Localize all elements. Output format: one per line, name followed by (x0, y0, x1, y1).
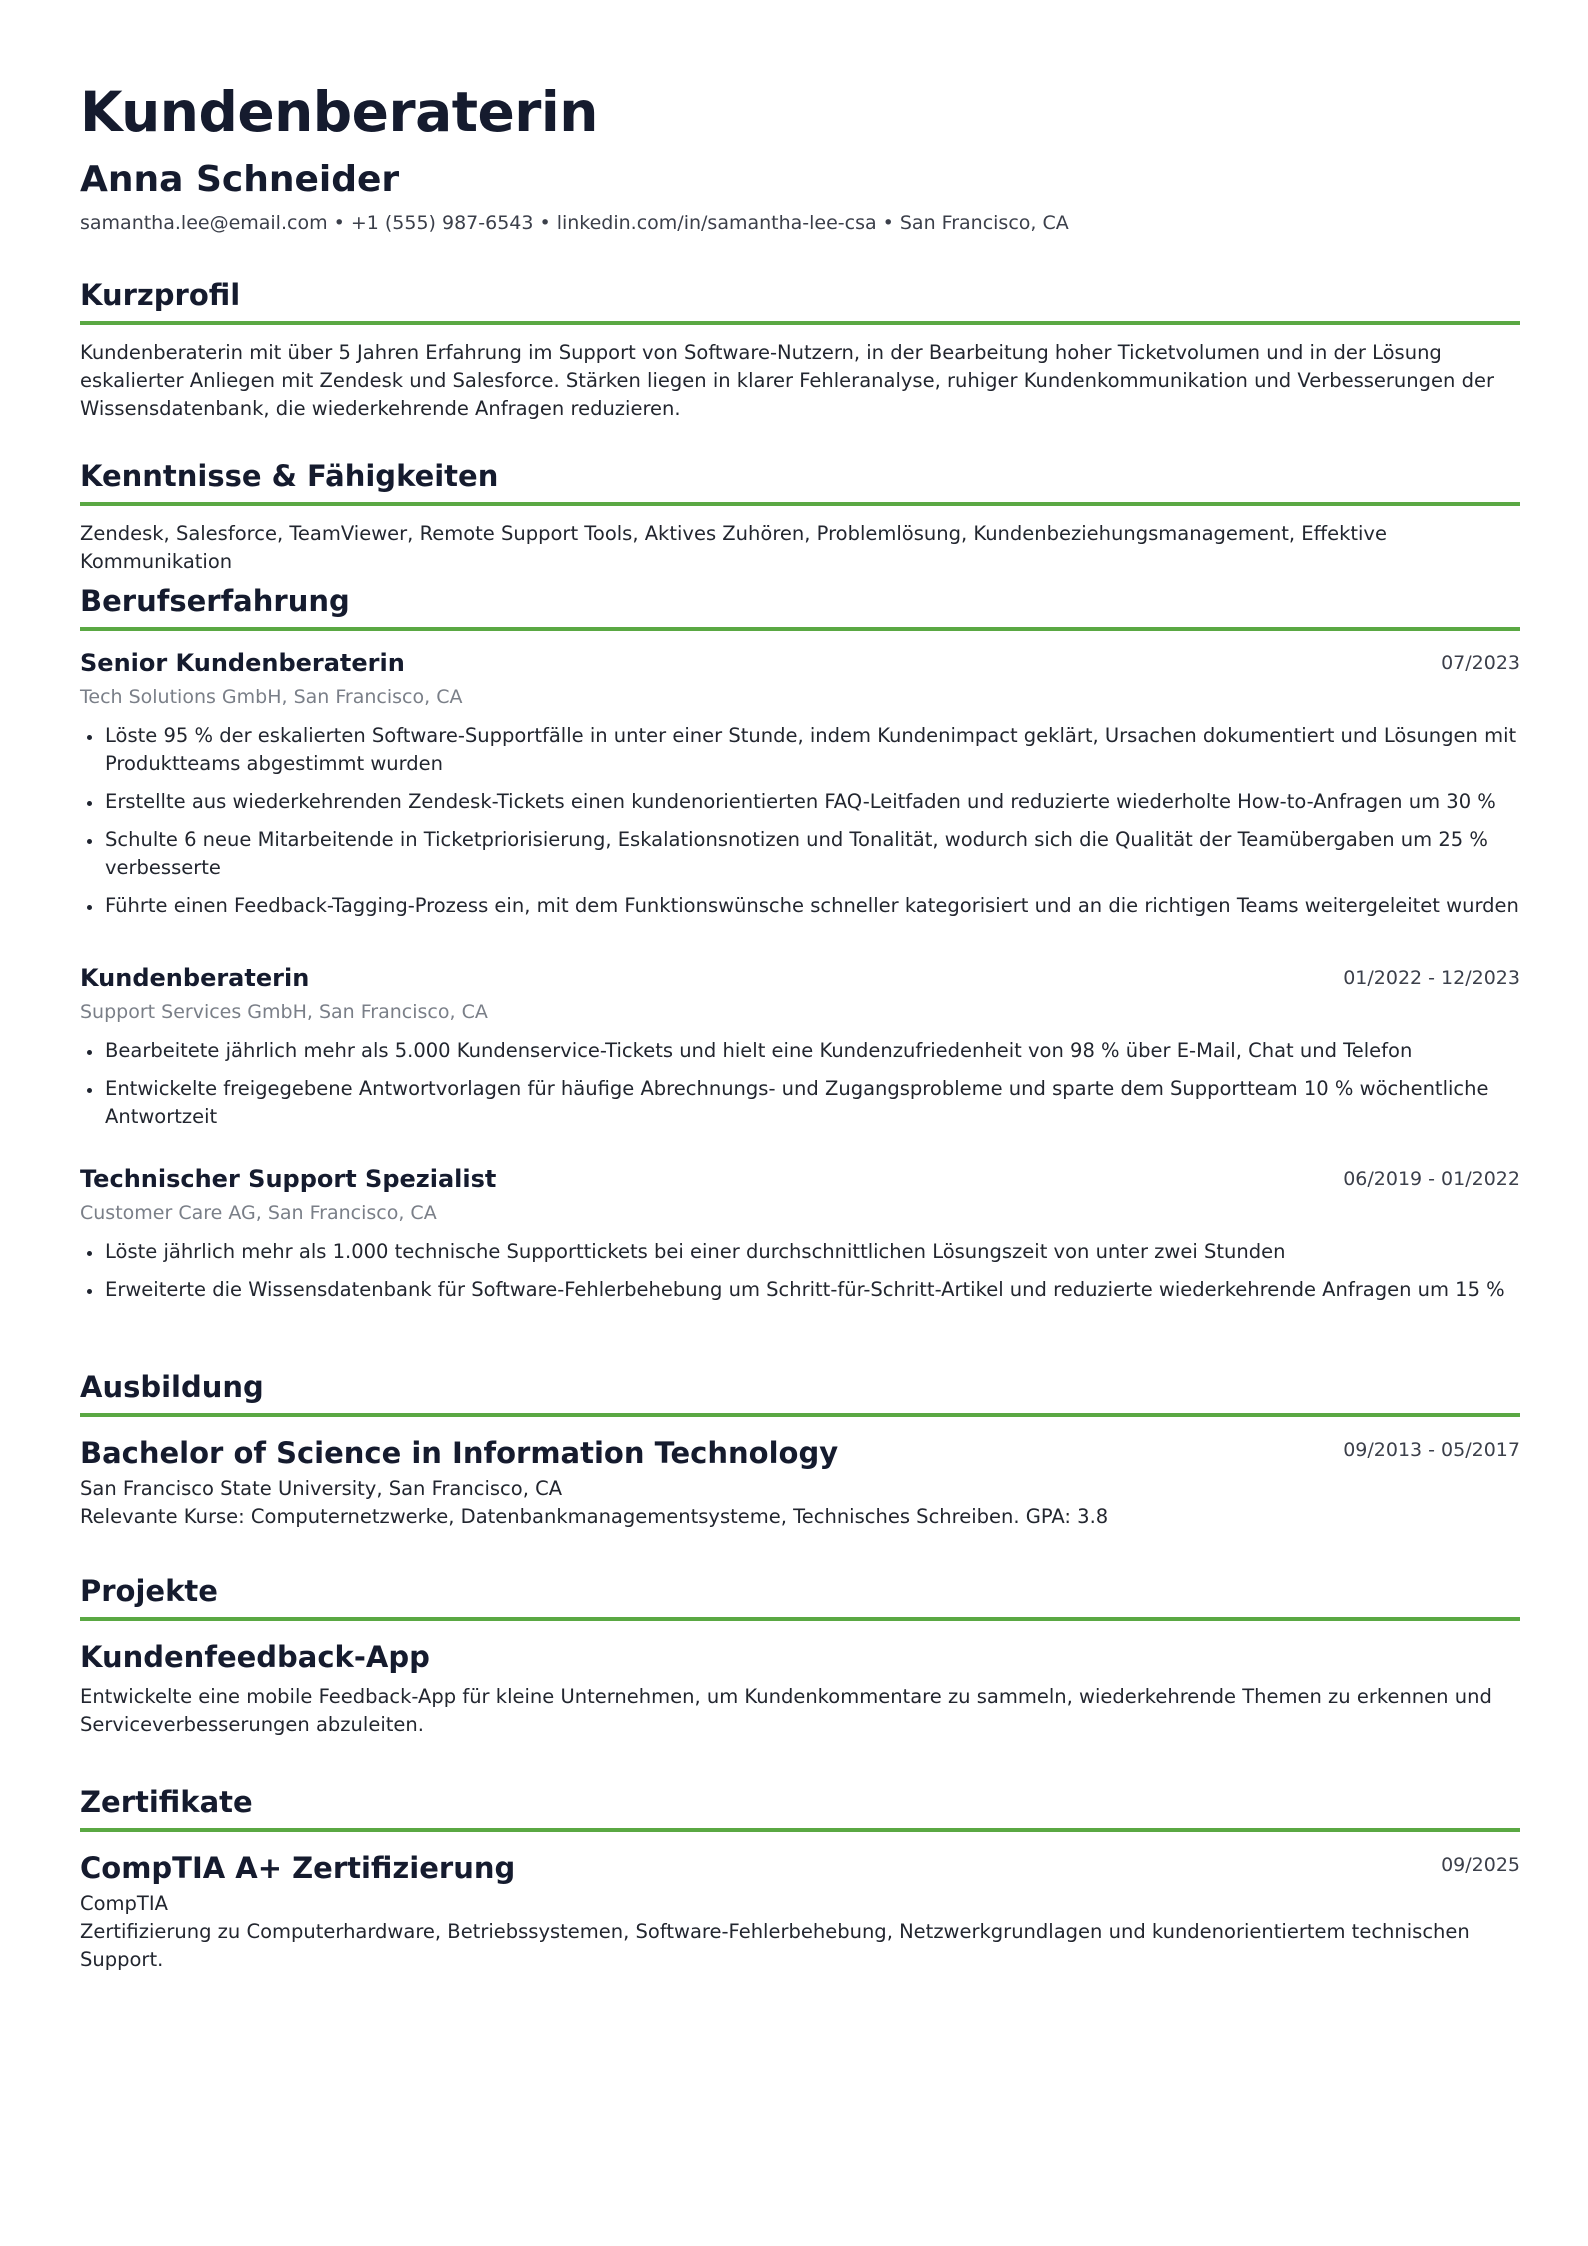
contact-separator: • (333, 212, 345, 234)
certificate-entry (80, 1850, 1520, 1974)
contact-separator: • (539, 212, 551, 234)
certificate-date: 09/2025 (1441, 1853, 1520, 1876)
experience-section (80, 584, 1520, 631)
contact-phone: +1 (555) 987-6543 (350, 212, 534, 234)
job-entry (80, 963, 1520, 1141)
contact-email: samantha.lee@email.com (80, 212, 328, 234)
job-date: 06/2019 - 01/2022 (1343, 1168, 1520, 1190)
job-title: Technischer Support Spezialist (80, 1165, 497, 1193)
candidate-name: Anna Schneider (80, 159, 400, 200)
section-heading-profile: Kurzprofil (80, 278, 1520, 325)
education-section (80, 1370, 1520, 1531)
certificate-title: CompTIA A+ Zertifizierung (80, 1850, 516, 1885)
project-entry (80, 1639, 1520, 1739)
section-heading-experience: Berufserfahrung (80, 584, 1520, 631)
certificate-issuer: CompTIA (80, 1891, 168, 1915)
education-school: San Francisco State University, San Francisco, CA (80, 1476, 563, 1500)
education-date: 09/2013 - 05/2017 (1343, 1438, 1520, 1461)
job-bullet: Entwickelte freigegebene Antwortvorlagen für häufige Abrechnungs- und Zugangsprobleme und sparte dem Supportteam 10 % wöchentliche Antwortzeit (80, 1075, 1520, 1131)
profile-section (80, 278, 1520, 423)
project-title: Kundenfeedback-App (80, 1639, 430, 1674)
job-entry (80, 648, 1520, 930)
job-bullet: Erstellte aus wiederkehrenden Zendesk-Tickets einen kundenorientierten FAQ-Leitfaden und reduzierte wiederholte How-to-Anfragen um 30 % (80, 788, 1520, 816)
job-bullets (80, 1238, 1520, 1304)
contact-line (80, 212, 1069, 234)
contact-location: San Francisco, CA (899, 212, 1069, 234)
projects-section (80, 1574, 1520, 1739)
education-details: Relevante Kurse: Computernetzwerke, Datenbankmanagementsysteme, Technisches Schreiben. GPA: 3.8 (80, 1504, 1109, 1528)
job-date: 07/2023 (1441, 652, 1520, 674)
certificate-text: Zertifizierung zu Computerhardware, Betriebssystemen, Software-Fehlerbehebung, Netzwerkgrundlagen und kundenorientiertem technischen Support. (80, 1919, 1470, 1971)
project-text: Entwickelte eine mobile Feedback-App für kleine Unternehmen, um Kundenkommentare zu sammeln, wiederkehrende Themen zu erkennen und Serviceverbesserungen abzuleiten. (80, 1684, 1492, 1736)
job-company: Tech Solutions GmbH, San Francisco, CA (80, 686, 463, 708)
job-title: Kundenberaterin (80, 964, 310, 992)
job-bullet: Löste jährlich mehr als 1.000 technische Supporttickets bei einer durchschnittlichen Lösungszeit von unter zwei Stunden (80, 1238, 1520, 1266)
contact-linkedin: linkedin.com/in/samantha-lee-csa (556, 212, 877, 234)
job-bullet: Erweiterte die Wissensdatenbank für Software-Fehlerbehebung um Schritt-für-Schritt-Artikel und reduzierte wiederkehrende Anfragen um 15 % (80, 1276, 1520, 1304)
section-heading-certificates: Zertifikate (80, 1785, 1520, 1832)
job-date: 01/2022 - 12/2023 (1343, 967, 1520, 989)
contact-separator: • (882, 212, 894, 234)
section-heading-skills: Kenntnisse & Fähigkeiten (80, 459, 1520, 506)
job-company: Customer Care AG, San Francisco, CA (80, 1202, 437, 1224)
section-heading-education: Ausbildung (80, 1370, 1520, 1417)
education-degree: Bachelor of Science in Information Technology (80, 1435, 839, 1470)
skills-section (80, 459, 1520, 576)
resume-title: Kundenberaterin (80, 80, 598, 144)
certificates-section (80, 1785, 1520, 1974)
job-bullet: Löste 95 % der eskalierten Software-Supportfälle in unter einer Stunde, indem Kundenimpact geklärt, Ursachen dokumentiert und Lösungen mit Produktteams abgestimmt wurden (80, 722, 1520, 778)
skills-text: Zendesk, Salesforce, TeamViewer, Remote Support Tools, Aktives Zuhören, Problemlösung, Kundenbeziehungsmanagement, Effektive Kommunikation (80, 521, 1387, 573)
job-title: Senior Kundenberaterin (80, 649, 405, 677)
job-company: Support Services GmbH, San Francisco, CA (80, 1001, 488, 1023)
job-bullets (80, 722, 1520, 920)
job-entry (80, 1164, 1520, 1314)
job-bullet: Schulte 6 neue Mitarbeitende in Ticketpriorisierung, Eskalationsnotizen und Tonalität, wodurch sich die Qualität der Teamübergaben um 25 % verbesserte (80, 826, 1520, 882)
education-entry (80, 1435, 1520, 1531)
job-bullet: Bearbeitete jährlich mehr als 5.000 Kundenservice-Tickets und hielt eine Kundenzufriedenheit von 98 % über E-Mail, Chat und Telefon (80, 1037, 1520, 1065)
profile-text: Kundenberaterin mit über 5 Jahren Erfahrung im Support von Software-Nutzern, in der Bearbeitung hoher Ticketvolumen und in der Lösung eskalierter Anliegen mit Zendesk und Salesforce. Stärken liegen in klarer Fehleranalyse, ruhiger Kundenkommunikation und Verbesserungen der Wissensdatenbank, die wiederkehrende Anfragen reduzieren. (80, 340, 1494, 420)
job-bullets (80, 1037, 1520, 1131)
section-heading-projects: Projekte (80, 1574, 1520, 1621)
job-bullet: Führte einen Feedback-Tagging-Prozess ein, mit dem Funktionswünsche schneller kategorisiert und an die richtigen Teams weitergeleitet wurden (80, 892, 1520, 920)
